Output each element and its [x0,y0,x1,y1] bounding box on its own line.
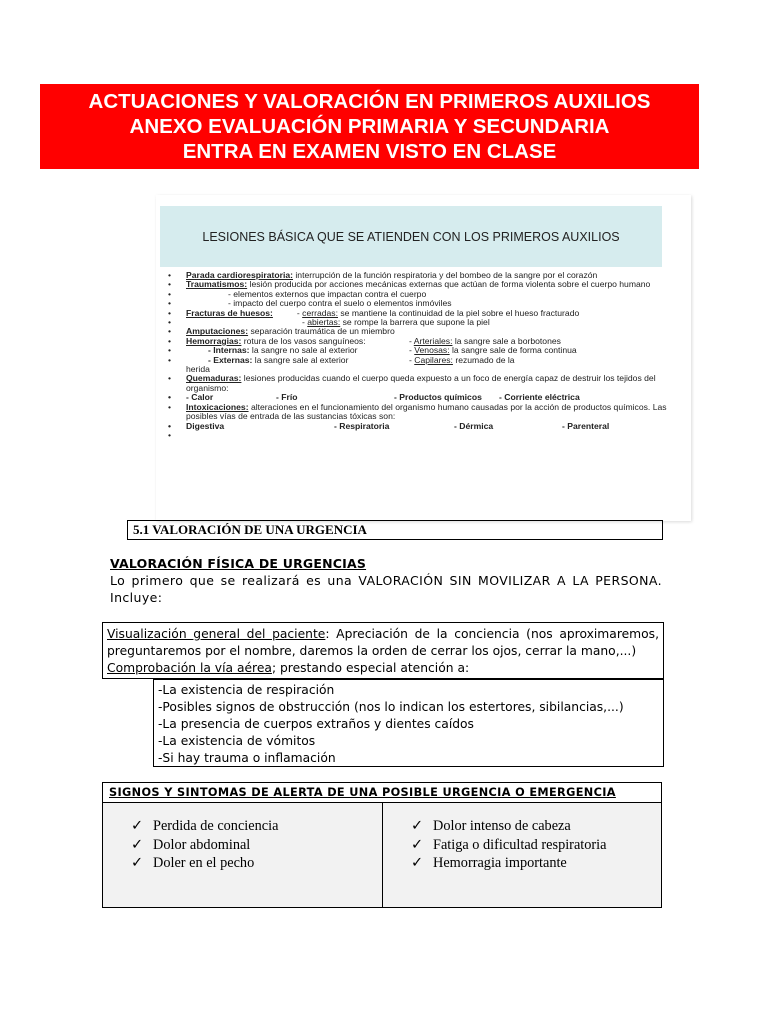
lesiones-slide-image [156,195,691,521]
banner-line-3: ENTRA EN EXAMEN VISTO EN CLASE [182,140,557,163]
list-item: • Digestiva - Respiratoria - Dérmica - Parenteral [164,422,669,431]
list-item: -La existencia de vómitos [158,734,316,748]
signos-table [102,782,662,908]
signos-right-list [411,817,607,873]
signos-left-list [131,817,278,873]
column-divider [382,803,383,907]
list-item: • - abiertas: se rompe la barrera que supone la piel [164,318,669,327]
list-item: • Fracturas de huesos: - cerradas: se mantiene la continuidad de la piel sobre el hueso fracturado [164,309,669,318]
list-item: -La presencia de cuerpos extraños y dientes caídos [158,717,474,731]
list-item: • Hemorragias: rotura de los vasos sanguíneos: - Arteriales: la sangre sale a borbotones [164,337,669,346]
list-item: • Amputaciones: separación traumática de un miembro [164,327,669,336]
list-item: ✓ Dolor abdominal [131,836,251,853]
list-item: • - Externas: la sangre sale al exterior - Capilares: rezumado de la [164,356,669,365]
check-icon: ✓ [411,836,423,853]
list-item: • - elementos externos que impactan contra el cuerpo [164,290,669,299]
box1-line-1: Visualización general del paciente: Apreciación de la conciencia (nos aproximaremos, [107,627,659,641]
list-item: -Posibles signos de obstrucción (nos lo indican los estertores, sibilancias,...) [158,700,624,714]
list-item: ✓ Fatiga o dificultad respiratoria [411,836,607,853]
list-item: • - Calor - Frío - Productos químicos - Corriente eléctrica [164,393,669,402]
signos-body [103,803,661,907]
list-item: • Traumatismos: lesión producida por acciones mecánicas externas que actúan de forma violenta sobre el cuerpo humano [164,280,669,289]
check-icon: ✓ [411,855,423,871]
box1-line-3: Comprobación la vía aérea; prestando especial atención a: [107,661,470,675]
banner-line-2: ANEXO EVALUACIÓN PRIMARIA Y SECUNDARIA [129,115,610,138]
valoracion-intro-2: Incluye: [110,590,163,605]
title-banner [40,84,699,169]
banner-line-1: ACTUACIONES Y VALORACIÓN EN PRIMEROS AUXILIOS [88,90,651,113]
valoracion-intro: Lo primero que se realizará es una VALORACIÓN SIN MOVILIZAR A LA PERSONA. [110,573,662,588]
list-item: ✓ Perdida de conciencia [131,818,279,834]
check-icon: ✓ [131,818,143,834]
check-icon: ✓ [131,855,143,871]
lesiones-list [164,271,669,431]
via-aerea-box [153,679,664,767]
list-item: • Quemaduras: lesiones producidas cuando el cuerpo queda expuesto a un foco de energía capaz de destruir los tejidos del organismo: [164,374,669,393]
list-item: ✓ Hemorragia importante [411,855,567,871]
list-item: • - impacto del cuerpo contra el suelo o elementos inmóviles [164,299,669,308]
signos-heading: SIGNOS Y SINTOMAS DE ALERTA DE UNA POSIBLE URGENCIA O EMERGENCIA [103,783,661,803]
check-icon: ✓ [411,818,423,834]
visualizacion-box [102,622,664,679]
list-item: herida [186,364,210,375]
valoracion-title: VALORACIÓN FÍSICA DE URGENCIAS [110,556,367,571]
list-item: ✓ Dolor intenso de cabeza [411,818,571,834]
list-item: • Parada cardiorespiratoria: interrupción de la función respiratoria y del bombeo de la sangre por el corazón [164,271,669,280]
list-item: ✓ Doler en el pecho [131,855,255,871]
list-item: • Intoxicaciones: alteraciones en el funcionamiento del organismo humano causadas por la acción de productos químicos. Las posibles vías de entrada de las sustancias tóxicas son: [164,403,669,422]
list-item: -La existencia de respiración [158,683,335,697]
section-heading: 5.1 VALORACIÓN DE UNA URGENCIA [127,520,663,540]
box1-line-2: preguntaremos por el nombre, daremos la orden de cerrar los ojos, cerrar la mano,...) [107,644,637,658]
list-item: -Si hay trauma o inflamación [158,751,336,765]
list-item: • - Internas: la sangre no sale al exterior - Venosas: la sangre sale de forma continua [164,346,669,355]
slide-title: LESIONES BÁSICA QUE SE ATIENDEN CON LOS PRIMEROS AUXILIOS [160,206,662,267]
check-icon: ✓ [131,836,143,853]
